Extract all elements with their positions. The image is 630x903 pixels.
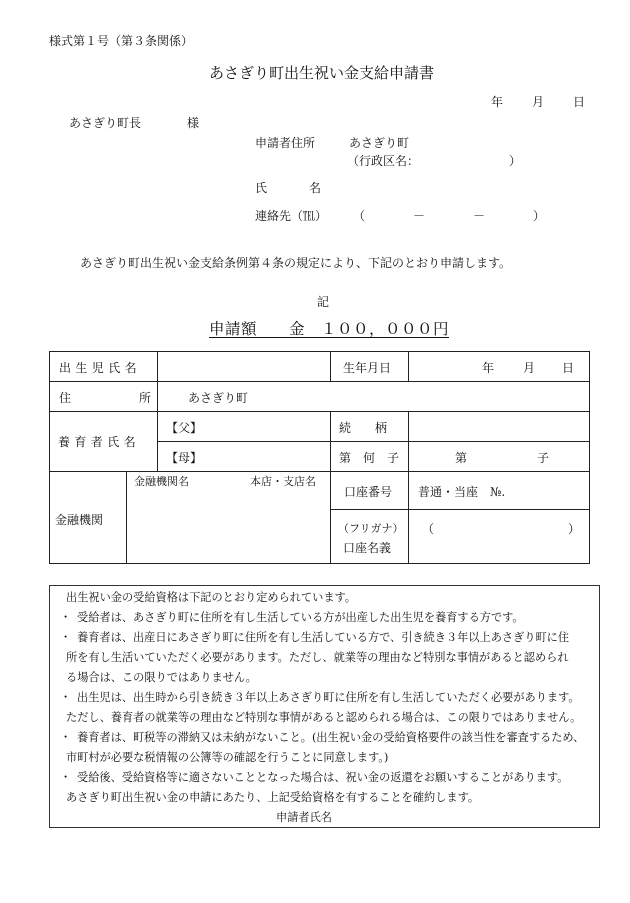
child-name-row [50,352,590,382]
note-1-line-1: 受給者は、あさぎり町に住所を有し生活している方が出産した出生児を養育する方です。 [77,611,524,624]
note-4-line-1: 養育者は、町税等の滞納又は未納がないこと。(出生祝い金の受給資格要件の該当性を審査するため、 [77,731,585,744]
applicant-address-label: 申請者住所 [255,136,316,150]
address-input[interactable] [158,382,590,412]
signature-label: 申請者氏名 [276,811,332,824]
account-number-label-cell [331,472,409,510]
branch-label: 本店・支店名 [250,475,316,488]
contact-field[interactable]: （ － － ） [353,209,546,223]
address-value: あさぎり町 [188,391,249,405]
address-label-2: 所 [139,391,152,405]
bank-label: 金融機関 [55,513,104,527]
bullet-4: ・ [60,731,72,744]
note-2-line-3: る場合は、この限りではありません。 [66,671,257,684]
birth-date-label-cell [331,352,409,382]
date-day-label: 日 [573,95,586,109]
district-field[interactable]: （行政区名： ） [347,154,522,168]
date-year-label: 年 [491,95,504,109]
birth-year-label: 年 [482,361,495,375]
furigana-label: （フリガナ） [338,522,404,535]
applicant-address-value: あさぎり町 [349,136,410,150]
applicant-name-label-1: 氏 [255,181,268,195]
bank-label-cell [50,472,127,564]
contact-label: 連絡先（℡） [255,209,328,223]
account-number-input[interactable] [409,472,590,510]
page-title: あさぎり町出生祝い金支給申請書 [209,64,435,82]
child-name-label-cell [50,352,158,382]
pledge: あさぎり町出生祝い金の申請にあたり、上記受給資格を有することを確約します。 [66,791,480,804]
account-type: 普通・当座 №. [418,485,506,499]
bullet-1: ・ [60,611,72,624]
note-3-line-1: 出生児は、出生時から引き続き３年以上あさぎり町に住所を有し生活していただく必要があります。 [77,691,580,704]
eligibility-notes [49,585,600,828]
mother-label: 【母】 [166,451,203,465]
note-5-line-1: 受給後、受給資格等に適さないこととなった場合は、祝い金の返還をお願いすることがあります。 [77,771,569,784]
note-2-line-2: 所を有し生活いていただく必要があります。ただし、就業等の理由など特別な事情があると認められ [66,651,569,664]
order-label: 第 何 子 [339,451,400,465]
note-3-line-2: ただし、養育者の就業等の理由など特別な事情があると認められる場合は、この限りではありません。 [66,711,582,724]
account-name-label-cell [331,510,409,564]
guardian-label: 養育者氏名 [58,435,141,449]
father-label: 【父】 [166,421,203,435]
address-label-1: 住 [59,391,72,405]
birth-day-label: 日 [562,361,575,375]
account-number-label: 口座番号 [344,485,393,499]
bank-name-input[interactable] [127,472,331,564]
address-row [50,382,590,412]
bank-row-1 [50,472,590,510]
address-label-cell [50,382,158,412]
note-4-line-2: 市町村が必要な税情報の公簿等の確認を行うことに同意します。) [66,751,389,764]
date-month-label: 月 [532,95,545,109]
father-row [50,412,590,442]
relation-input[interactable] [409,412,590,442]
birth-month-label: 月 [523,361,536,375]
order-value-2: 子 [537,451,550,465]
statement: あさぎり町出生祝い金支給条例第４条の規定により、下記のとおり申請します。 [80,256,512,270]
birth-date-input[interactable] [409,352,590,382]
account-name-label: 口座名義 [343,541,392,555]
guardian-label-cell [50,412,158,472]
order-input[interactable] [409,442,590,472]
order-label-cell [331,442,409,472]
addressee-suffix: 様 [187,116,200,130]
account-name-input[interactable] [409,510,590,564]
father-name-input[interactable] [158,412,331,442]
applicant-name-label-2: 名 [309,181,322,195]
application-amount: 申請額 金 １００，０００円 [209,320,450,338]
ki-label: 記 [317,295,330,309]
application-table [49,351,590,564]
mother-name-input[interactable] [158,442,331,472]
note-2-line-1: 養育者は、出産日にあさぎり町に住所を有し生活している方で、引き続き３年以上あさぎり町に住 [77,631,570,644]
child-name-input[interactable] [158,352,331,382]
child-name-label: 出生児氏名 [59,361,142,375]
bullet-5: ・ [60,771,72,784]
account-name-paren-close: ） [568,522,581,536]
bank-name-label: 金融機関名 [134,475,189,488]
order-value-1: 第 [455,451,468,465]
notes-intro: 出生祝い金の受給資格は下記のとおり定められています。 [66,591,356,604]
birth-date-label: 生年月日 [343,361,392,375]
bullet-3: ・ [60,691,72,704]
account-name-paren-open: （ [422,522,435,536]
relation-label: 続 柄 [339,421,388,435]
form-number: 様式第１号（第３条関係） [49,34,194,48]
bullet-2: ・ [60,631,72,644]
addressee: あさぎり町長 [69,116,142,130]
relation-label-cell [331,412,409,442]
